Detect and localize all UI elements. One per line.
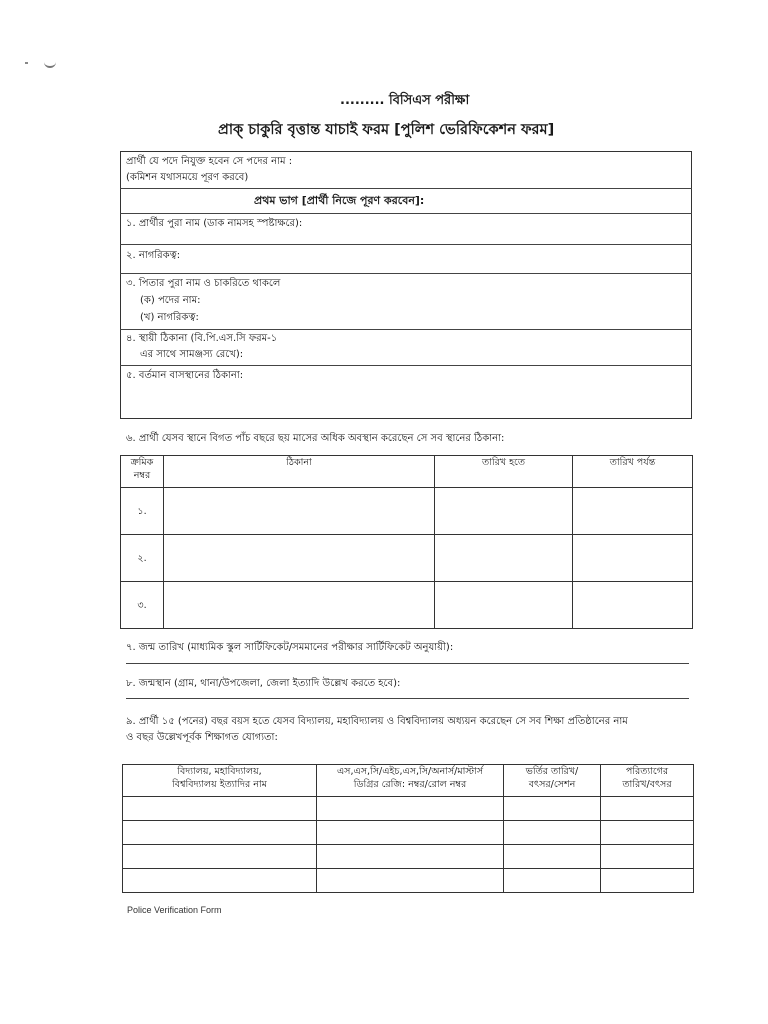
item-father: ৩. পিতার পুরা নাম ও চাকরিতে থাকলে xyxy=(126,278,281,289)
cell[interactable] xyxy=(504,869,601,893)
footer-label: Police Verification Form xyxy=(127,905,222,915)
divider xyxy=(120,329,692,330)
page-title: প্রাক্ চাকুরি বৃত্তান্ত যাচাই ফরম [পুলিশ ভেরিফিকেশন ফরম] xyxy=(218,122,555,138)
scan-mark xyxy=(44,58,56,68)
table-row xyxy=(123,869,694,893)
table-row xyxy=(123,845,694,869)
item-father-citizenship: (খ) নাগরিকত্ব: xyxy=(140,312,199,323)
header-serial: ক্রমিক নম্বর xyxy=(121,456,164,488)
section6-text: ৬. প্রার্থী যেসব স্থানে বিগত পাঁচ বছরে ছয় মাসের অধিক অবস্থান করেছেন সে সব স্থানের ঠিকানা: xyxy=(126,433,505,444)
residence-table xyxy=(120,455,693,629)
to-date-cell[interactable] xyxy=(573,535,693,582)
item-citizenship: ২. নাগরিকত্ব: xyxy=(126,250,181,261)
divider xyxy=(120,244,692,245)
education-table xyxy=(122,764,694,893)
section8-birth-place: ৮. জন্মস্থান (গ্রাম, থানা/উপজেলা, জেলা ইত্যাদি উল্লেখ করতে হবে): xyxy=(126,678,401,689)
item-present-address: ৫. বর্তমান বাসস্থানের ঠিকানা: xyxy=(126,370,244,381)
address-cell[interactable] xyxy=(164,582,435,629)
cell[interactable] xyxy=(123,797,317,821)
divider xyxy=(120,365,692,366)
cell[interactable] xyxy=(601,869,694,893)
header-address: ঠিকানা xyxy=(164,456,435,488)
serial-cell: ৩. xyxy=(121,582,164,629)
table-row xyxy=(123,797,694,821)
table-header-row xyxy=(123,765,694,797)
divider xyxy=(120,273,692,274)
exam-header: ......... বিসিএস পরীক্ষা xyxy=(340,93,470,108)
cell[interactable] xyxy=(317,845,504,869)
from-date-cell[interactable] xyxy=(435,488,573,535)
section7-birth-date: ৭. জন্ম তারিখ (মাধ্যমিক স্কুল সার্টিফিকেট/সমমানের পরীক্ষার সার্টিফিকেট অনুযায়ী): xyxy=(126,642,454,653)
table-row xyxy=(121,488,693,535)
cell[interactable] xyxy=(123,845,317,869)
from-date-cell[interactable] xyxy=(435,535,573,582)
scan-mark xyxy=(25,62,28,64)
to-date-cell[interactable] xyxy=(573,582,693,629)
header-admission-date: ভর্তির তারিখ/ বৎসর/সেশন xyxy=(504,765,601,797)
cell[interactable] xyxy=(504,797,601,821)
part-one-heading: প্রথম ভাগ [প্রার্থী নিজে পূরণ করবেন]: xyxy=(254,194,425,207)
commission-note: (কমিশন যথাসময়ে পূরণ করবে) xyxy=(126,172,249,183)
item-permanent-address: ৪. স্থায়ী ঠিকানা (বি.পি.এস.সি ফরম-১ xyxy=(126,333,278,344)
divider xyxy=(120,213,692,214)
header-leaving-date: পরিত্যাগের তারিখ/বৎসর xyxy=(601,765,694,797)
cell[interactable] xyxy=(317,821,504,845)
header-from-date: তারিখ হতে xyxy=(435,456,573,488)
header-registration: এস,এস,সি/এইচ,এস,সি/অনার্স/মাস্টার্স ডিগ্রির রেজি: নম্বর/রোল নম্বর xyxy=(317,765,504,797)
cell[interactable] xyxy=(123,869,317,893)
cell[interactable] xyxy=(601,821,694,845)
serial-cell: ২. xyxy=(121,535,164,582)
fill-line[interactable] xyxy=(126,698,689,699)
fill-line[interactable] xyxy=(126,663,689,664)
cell[interactable] xyxy=(601,845,694,869)
cell[interactable] xyxy=(504,845,601,869)
cell[interactable] xyxy=(504,821,601,845)
address-cell[interactable] xyxy=(164,535,435,582)
cell[interactable] xyxy=(601,797,694,821)
header-institution: বিদ্যালয়, মহাবিদ্যালয়, বিশ্ববিদ্যালয় ইত্যাদির নাম xyxy=(123,765,317,797)
section9-line2: ও বছর উল্লেখপূর্বক শিক্ষাগত যোগ্যতা: xyxy=(126,732,278,743)
post-name-label: প্রার্থী যে পদে নিযুক্ত হবেন সে পদের নাম : xyxy=(126,156,293,167)
item-permanent-address-note: এর সাথে সামঞ্জস্য রেখে): xyxy=(140,349,244,360)
cell[interactable] xyxy=(317,797,504,821)
divider xyxy=(120,188,692,189)
table-row xyxy=(123,821,694,845)
from-date-cell[interactable] xyxy=(435,582,573,629)
serial-cell: ১. xyxy=(121,488,164,535)
address-cell[interactable] xyxy=(164,488,435,535)
to-date-cell[interactable] xyxy=(573,488,693,535)
item-full-name: ১. প্রার্থীর পুরা নাম (ডাক নামসহ স্পষ্টাক্ষরে): xyxy=(126,218,303,229)
table-row xyxy=(121,535,693,582)
section9-line1: ৯. প্রার্থী ১৫ (পনের) বছর বয়স হতে যেসব বিদ্যালয়, মহাবিদ্যালয় ও বিশ্ববিদ্যালয় অধ্যয়ন করেছেন সে সব শিক্ষা প্রতিষ্ঠানের নাম xyxy=(126,716,628,727)
cell[interactable] xyxy=(123,821,317,845)
item-father-post: (ক) পদের নাম: xyxy=(140,295,201,306)
table-row xyxy=(121,582,693,629)
cell[interactable] xyxy=(317,869,504,893)
header-to-date: তারিখ পর্যন্ত xyxy=(573,456,693,488)
table-header-row xyxy=(121,456,693,488)
